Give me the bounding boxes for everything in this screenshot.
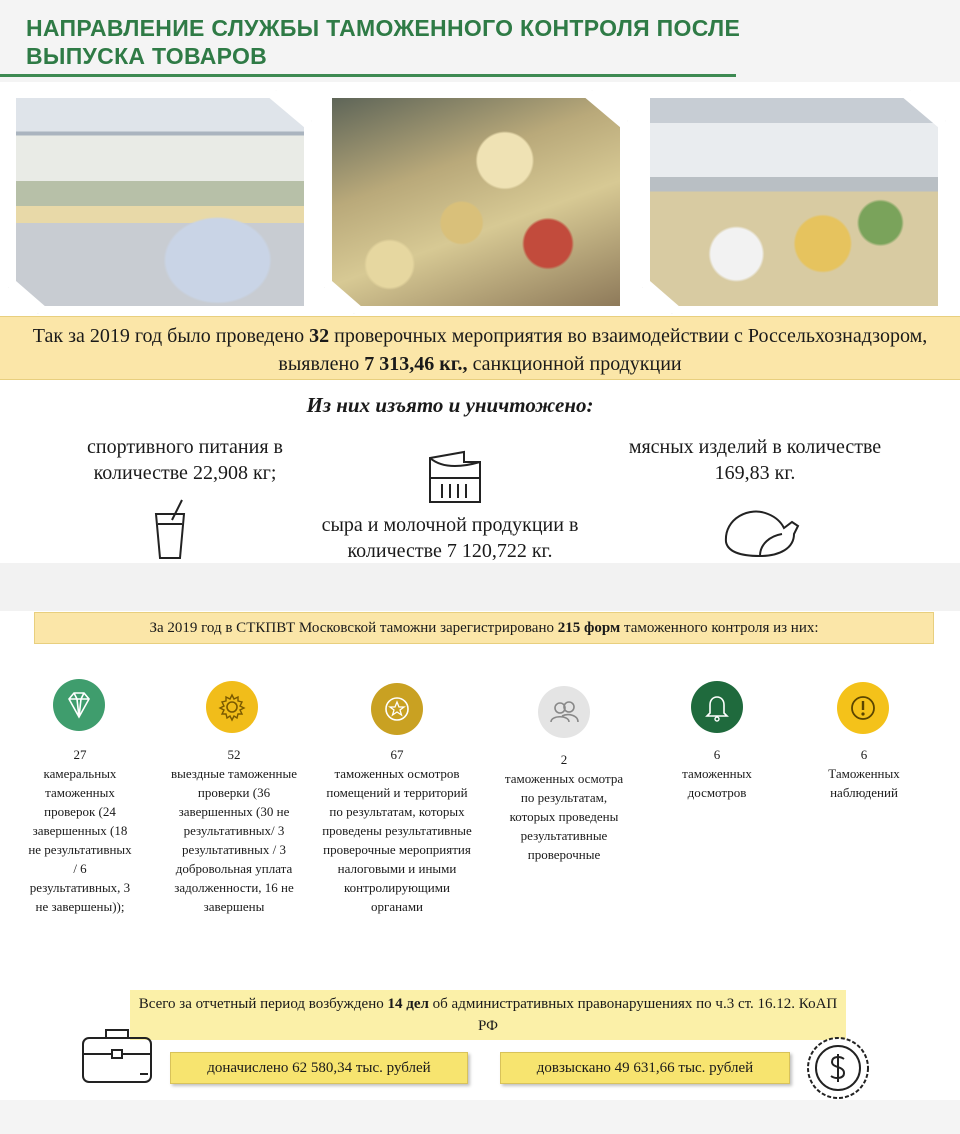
coin-dollar-icon bbox=[804, 1034, 872, 1102]
form-count: 52 bbox=[227, 747, 241, 762]
category-meat: мясных изделий в количестве 169,83 кг. bbox=[628, 436, 882, 484]
briefcase-icon bbox=[80, 1024, 154, 1086]
people-icon bbox=[538, 686, 590, 738]
form-description: таможенных осмотров помещений и территорий по результатам, которых проведены результативные проверочные мероприятия налоговыми и иными контролирующими органами bbox=[322, 766, 472, 914]
stats-prefix: Так за 2019 год было проведено bbox=[32, 325, 310, 347]
offenses-banner bbox=[130, 990, 846, 1040]
charged-amount-badge: доначислено 62 580,34 тыс. рублей bbox=[170, 1052, 468, 1084]
cheese-roll-icon bbox=[424, 448, 486, 506]
form-count: 67 bbox=[390, 747, 404, 762]
stats-count: 32 bbox=[309, 325, 330, 347]
bell-icon bbox=[691, 681, 743, 733]
registration-suffix: таможенного контроля из них: bbox=[620, 620, 819, 636]
form-icon-circle-6 bbox=[837, 682, 889, 734]
star-icon bbox=[371, 683, 423, 735]
form-count: 6 bbox=[713, 747, 721, 762]
poultry-meat-icon bbox=[720, 500, 802, 560]
form-count: 27 bbox=[73, 747, 87, 762]
inspection-stats-banner bbox=[0, 316, 960, 380]
form-text-4 bbox=[490, 750, 638, 864]
stats-suffix: санкционной продукции bbox=[467, 353, 682, 375]
form-count: 2 bbox=[560, 752, 568, 767]
gear-icon bbox=[206, 681, 258, 733]
form-description: Таможенных наблюдений bbox=[828, 766, 900, 800]
form-text-1 bbox=[6, 745, 154, 916]
stats-middle: проверочных мероприятия во взаимодействии с Россельхознадзором, выявлено bbox=[278, 325, 928, 375]
form-description: таможенных досмотров bbox=[682, 766, 752, 800]
stats-weight: 7 313,46 кг., bbox=[364, 353, 468, 375]
form-text-5 bbox=[643, 745, 791, 802]
form-text-6 bbox=[790, 745, 938, 802]
page-title: НАПРАВЛЕНИЕ СЛУЖБЫ ТАМОЖЕННОГО КОНТРОЛЯ ПОСЛЕ ВЫПУСКА ТОВАРОВ bbox=[26, 15, 741, 69]
registration-prefix: За 2019 год в СТКПВТ Московской таможни зарегистрировано bbox=[149, 620, 558, 636]
offenses-prefix: Всего за отчетный период возбуждено bbox=[138, 996, 388, 1012]
form-count: 6 bbox=[860, 747, 868, 762]
form-icon-circle-4 bbox=[538, 686, 590, 738]
seized-heading: Из них изъято и уничтожено: bbox=[306, 393, 594, 417]
offenses-count: 14 дел bbox=[387, 996, 429, 1012]
form-description: выездные таможенные проверки (36 завершенных (30 не результативных/ 3 результативных / 3 добровольная уплата задолженности, 16 не завершены bbox=[170, 766, 298, 914]
title-divider bbox=[0, 74, 736, 77]
form-icon-circle-1 bbox=[53, 679, 105, 731]
footer-area bbox=[0, 1100, 960, 1134]
registration-count: 215 форм bbox=[557, 620, 621, 636]
category-sport-nutrition: спортивного питания в количестве 22,908 кг; bbox=[87, 436, 283, 484]
registration-banner bbox=[34, 612, 934, 644]
photo-dairy-counter bbox=[642, 90, 946, 314]
form-description: камеральных таможенных проверок (24 завершенных (18 не результативных / 6 результативных, 3 не завершены)); bbox=[28, 766, 132, 914]
form-icon-circle-5 bbox=[691, 681, 743, 733]
section-gap bbox=[0, 563, 960, 611]
photo-cheese-display bbox=[324, 90, 628, 314]
recovered-amount-badge: довзыскано 49 631,66 тыс. рублей bbox=[500, 1052, 790, 1084]
diamond-icon bbox=[53, 679, 105, 731]
form-text-2 bbox=[160, 745, 308, 916]
drink-glass-icon bbox=[150, 498, 190, 562]
offenses-suffix: об административных правонарушениях по ч.3 ст. 16.12. КоАП РФ bbox=[428, 996, 838, 1034]
photo-customs-officer-store bbox=[8, 90, 312, 314]
form-icon-circle-3 bbox=[371, 683, 423, 735]
category-cheese-dairy: сыра и молочной продукции в количестве 7 120,722 кг. bbox=[321, 514, 579, 562]
form-text-3 bbox=[316, 745, 478, 916]
exclamation-icon bbox=[837, 682, 889, 734]
form-description: таможенных осмотра по результатам, которых проведены результативные проверочные bbox=[504, 771, 624, 862]
form-icon-circle-2 bbox=[206, 681, 258, 733]
